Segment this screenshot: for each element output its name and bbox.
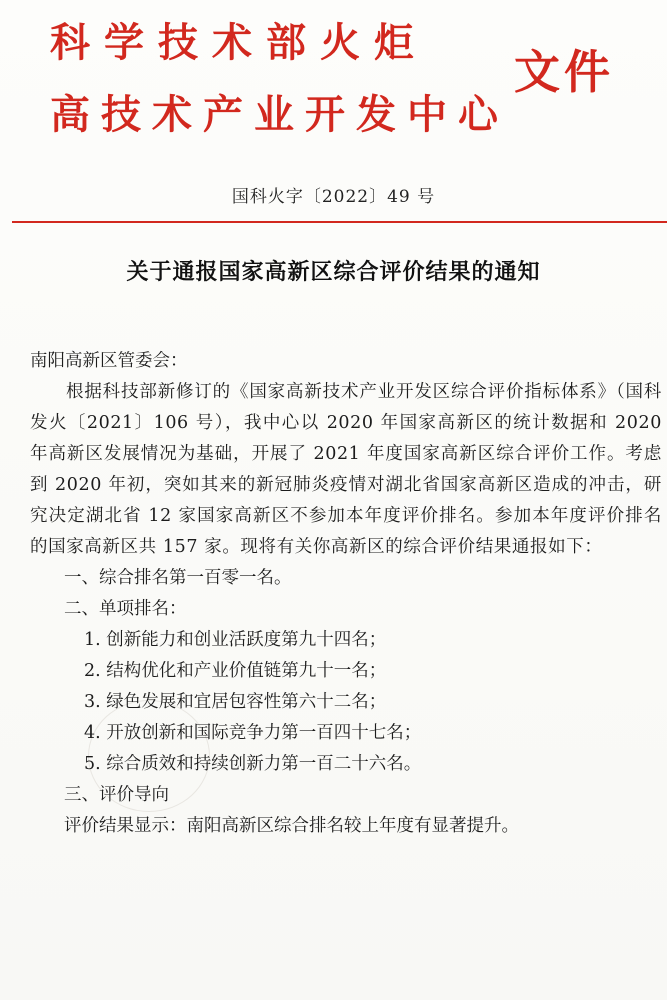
ranking-item-green: 3. 绿色发展和宜居包容性第六十二名；: [84, 692, 387, 712]
document-body: [30, 346, 662, 842]
ranking-item-guidance: 三、评价导向: [64, 785, 169, 805]
org-name-line-1: 科学技术部火炬: [50, 20, 428, 66]
body-paragraph: 根据科技部新修订的《国家高新技术产业开发区综合评价指标体系》（国科发火〔2021〕106 号），我中心以 2020 年国家高新区的统计数据和 2020 年高新区发展情况为基础，开展了 2021 年度国家高新区综合评价工作。考虑到 2020 年初，突如其来的新冠肺炎疫情对湖北省国家高新区造成的冲击，研究决定湖北省 12 家国家高新区不参加本年度评价排名。参加本年度评价排名的国家高新区共 157 家。现将有关你高新区的综合评价结果通报如下：: [30, 382, 662, 557]
ranking-list: [30, 563, 662, 811]
org-name-line-2: 高技术产业开发中心: [50, 92, 509, 138]
document-title: 关于通报国家高新区综合评价结果的通知: [126, 260, 541, 285]
ranking-item-quality: 5. 综合质效和持续创新力第一百二十六名。: [84, 754, 422, 774]
red-divider-line: [12, 221, 667, 223]
conclusion-line: 评价结果显示：南阳高新区综合排名较上年度有显著提升。: [64, 816, 519, 836]
ranking-item-overall: 一、综合排名第一百零一名。: [64, 568, 292, 588]
ranking-item-single-header: 二、单项排名：: [64, 599, 187, 619]
ranking-item-structure: 2. 结构优化和产业价值链第九十一名；: [84, 661, 387, 681]
addressee: 南阳高新区管委会：: [30, 351, 188, 371]
document-number: 国科火字〔2022〕49 号: [231, 187, 436, 207]
document-word: 文件: [514, 45, 614, 99]
ranking-item-innovation: 1. 创新能力和创业活跃度第九十四名；: [84, 630, 387, 650]
ranking-item-openness: 4. 开放创新和国际竞争力第一百四十七名；: [84, 723, 422, 743]
